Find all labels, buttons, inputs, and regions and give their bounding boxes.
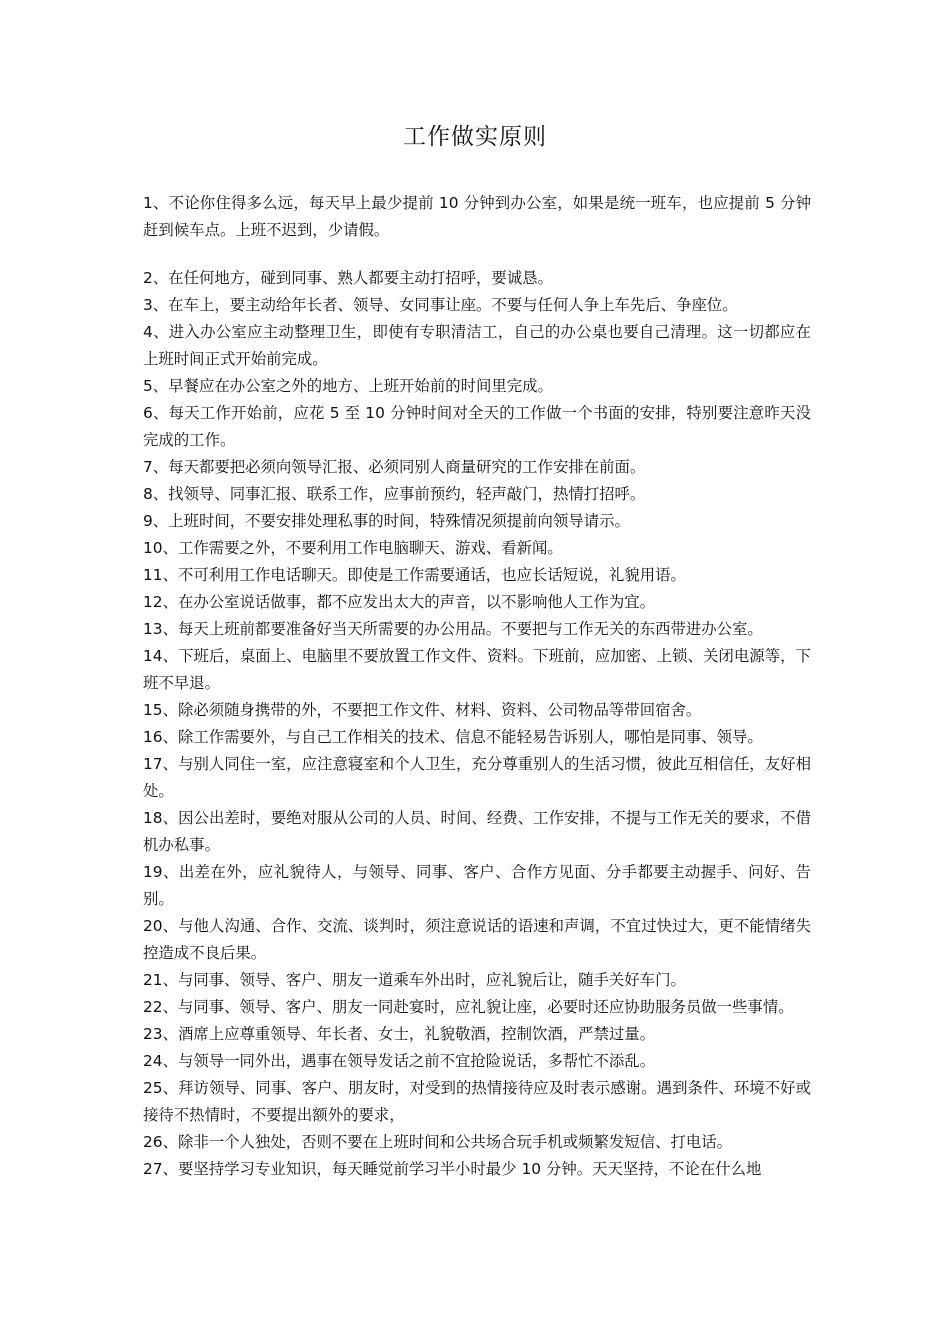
rule-item-9: 9、上班时间，不要安排处理私事的时间，特殊情况须提前向领导请示。 — [143, 512, 630, 530]
rule-item-24: 24、与领导一同外出，遇事在领导发话之前不宜抢险说话，多帮忙不添乱。 — [143, 1052, 656, 1070]
rule-item-8: 8、找领导、同事汇报、联系工作，应事前预约，轻声敲门，热情打招呼。 — [143, 485, 646, 503]
rule-item-15: 15、除必须随身携带的外，不要把工作文件、材料、资料、公司物品等带回宿舍。 — [143, 701, 702, 719]
rule-item-20: 20、与他人沟通、合作、交流、谈判时，须注意说话的语速和声调，不宜过快过大，更不能情绪失控造成不良后果。 — [143, 917, 811, 962]
rule-item-19: 19、出差在外，应礼貌待人，与领导、同事、客户、合作方见面、分手都要主动握手、问好、告别。 — [143, 863, 811, 908]
rule-item-6: 6、每天工作开始前，应花 5 至 10 分钟时间对全天的工作做一个书面的安排，特别要注意昨天没完成的工作。 — [143, 404, 811, 449]
rule-item-12: 12、在办公室说话做事，都不应发出太大的声音，以不影响他人工作为宜。 — [143, 593, 656, 611]
rule-item-10: 10、工作需要之外，不要利用工作电脑聊天、游戏、看新闻。 — [143, 539, 563, 557]
rule-item-2: 2、在任何地方，碰到同事、熟人都要主动打招呼，要诚恳。 — [143, 269, 553, 287]
rule-item-21: 21、与同事、领导、客户、朋友一道乘车外出时，应礼貌后让，随手关好车门。 — [143, 971, 686, 989]
rule-item-7: 7、每天都要把必须向领导汇报、必须同别人商量研究的工作安排在前面。 — [143, 458, 646, 476]
rule-item-14: 14、下班后，桌面上、电脑里不要放置工作文件、资料。下班前，应加密、上锁、关闭电源等，下班不早退。 — [143, 647, 811, 692]
rule-item-11: 11、不可利用工作电话聊天。即使是工作需要通话，也应长话短说，礼貌用语。 — [143, 566, 686, 584]
rule-item-4: 4、进入办公室应主动整理卫生，即使有专职清洁工，自己的办公桌也要自己清理。这一切都应在上班时间正式开始前完成。 — [143, 323, 811, 368]
rule-item-26: 26、除非一个人独处，否则不要在上班时间和公共场合玩手机或频繁发短信、打电话。 — [143, 1133, 733, 1151]
rule-item-13: 13、每天上班前都要准备好当天所需要的办公用品。不要把与工作无关的东西带进办公室。 — [143, 620, 763, 638]
document-title: 工作做实原则 — [403, 124, 547, 150]
rule-item-18: 18、因公出差时，要绝对服从公司的人员、时间、经费、工作安排，不提与工作无关的要求，不借机办私事。 — [143, 809, 811, 854]
rule-item-5: 5、早餐应在办公室之外的地方、上班开始前的时间里完成。 — [143, 377, 553, 395]
rule-item-22: 22、与同事、领导、客户、朋友一同赴宴时，应礼貌让座，必要时还应协助服务员做一些事情。 — [143, 998, 794, 1016]
rule-item-1: 1、不论你住得多么远，每天早上最少提前 10 分钟到办公室，如果是统一班车，也应提前 5 分钟赶到候车点。上班不迟到，少请假。 — [143, 194, 811, 239]
rule-item-25: 25、拜访领导、同事、客户、朋友时，对受到的热情接待应及时表示感谢。遇到条件、环境不好或接待不热情时，不要提出额外的要求， — [143, 1079, 811, 1124]
rule-item-3: 3、在车上，要主动给年长者、领导、女同事让座。不要与任何人争上车先后、争座位。 — [143, 296, 738, 314]
rule-item-27: 27、要坚持学习专业知识，每天睡觉前学习半小时最少 10 分钟。天天坚持，不论在什么地 — [143, 1160, 762, 1178]
rule-item-23: 23、酒席上应尊重领导、年长者、女士，礼貌敬酒，控制饮酒，严禁过量。 — [143, 1025, 656, 1043]
rule-item-16: 16、除工作需要外，与自己工作相关的技术、信息不能轻易告诉别人，哪怕是同事、领导。 — [143, 728, 763, 746]
document-body — [143, 190, 811, 1183]
rule-item-17: 17、与别人同住一室，应注意寝室和个人卫生，充分尊重别人的生活习惯，彼此互相信任，友好相处。 — [143, 755, 811, 800]
